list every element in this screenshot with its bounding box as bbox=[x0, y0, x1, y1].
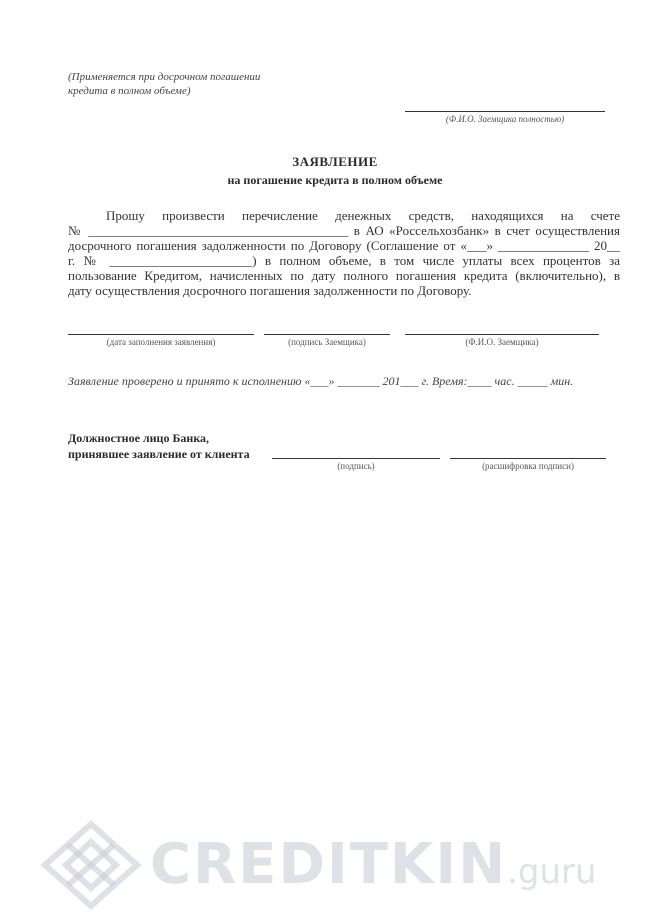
bank-official-line-1: Должностное лицо Банка, bbox=[68, 431, 210, 445]
application-date-line bbox=[68, 322, 254, 335]
watermark bbox=[0, 810, 670, 913]
bank-official-decryption-line bbox=[450, 446, 606, 459]
usage-note bbox=[68, 70, 260, 98]
document-subtitle: на погашение кредита в полном объеме bbox=[227, 173, 443, 187]
body-line-3: досрочного погашения задолженности по Договору (Соглашение от «___» ______________ 20__ bbox=[68, 238, 620, 253]
application-date-caption: (дата заполнения заявления) bbox=[106, 337, 216, 347]
application-body bbox=[68, 208, 620, 298]
bank-official-signature-line bbox=[272, 446, 440, 459]
borrower-signature-row bbox=[0, 322, 670, 352]
bank-official-decryption-field bbox=[450, 446, 606, 471]
application-date-field bbox=[68, 322, 254, 347]
usage-note-line-1: (Применяется при досрочном погашении bbox=[68, 71, 261, 83]
bank-official-signature-field bbox=[272, 446, 440, 471]
borrower-signature-field bbox=[264, 322, 390, 347]
borrower-fio-field bbox=[405, 322, 599, 347]
borrower-signature-caption: (подпись Заемщика) bbox=[288, 337, 366, 347]
acceptance-line: Заявление проверено и принято к исполнению «___» _______ 201___ г. Время:____ час. _____ мин. bbox=[68, 374, 574, 388]
watermark-logo-icon bbox=[36, 820, 146, 910]
usage-note-line-2: кредита в полном объеме) bbox=[68, 85, 191, 97]
borrower-signature-line bbox=[264, 322, 390, 335]
document-title: ЗАЯВЛЕНИЕ bbox=[292, 154, 378, 169]
body-line-2: № ________________________________________ в АО «Россельхозбанк» в счет осуществления bbox=[68, 223, 620, 238]
bank-official-decryption-caption: (расшифровка подписи) bbox=[482, 461, 574, 471]
watermark-brand bbox=[150, 832, 597, 897]
borrower-fio-line bbox=[405, 322, 599, 335]
body-line-1: Прошу произвести перечисление денежных средств, находящихся на счете bbox=[106, 208, 620, 223]
borrower-full-name-line bbox=[405, 97, 605, 112]
watermark-brand-text: CREDITKIN bbox=[150, 832, 508, 897]
body-line-6: дату осуществления досрочного погашения задолженности по Договору. bbox=[68, 283, 472, 298]
borrower-full-name-caption: (Ф.И.О. Заемщика полностью) bbox=[445, 114, 565, 124]
bank-official-label bbox=[68, 430, 250, 462]
bank-official-line-2: принявшее заявление от клиента bbox=[68, 447, 250, 461]
bank-official-signature-caption: (подпись) bbox=[337, 461, 375, 471]
body-line-4: г. № ______________________) в полном объеме, в том числе уплаты всех процентов за bbox=[68, 253, 620, 268]
borrower-fio-caption: (Ф.И.О. Заемщика) bbox=[465, 337, 539, 347]
watermark-domain-text: .guru bbox=[507, 852, 597, 892]
borrower-full-name-field bbox=[405, 97, 605, 124]
body-line-5: пользование Кредитом, начисленных по дату полного погашения кредита (включительно), в bbox=[68, 268, 620, 283]
